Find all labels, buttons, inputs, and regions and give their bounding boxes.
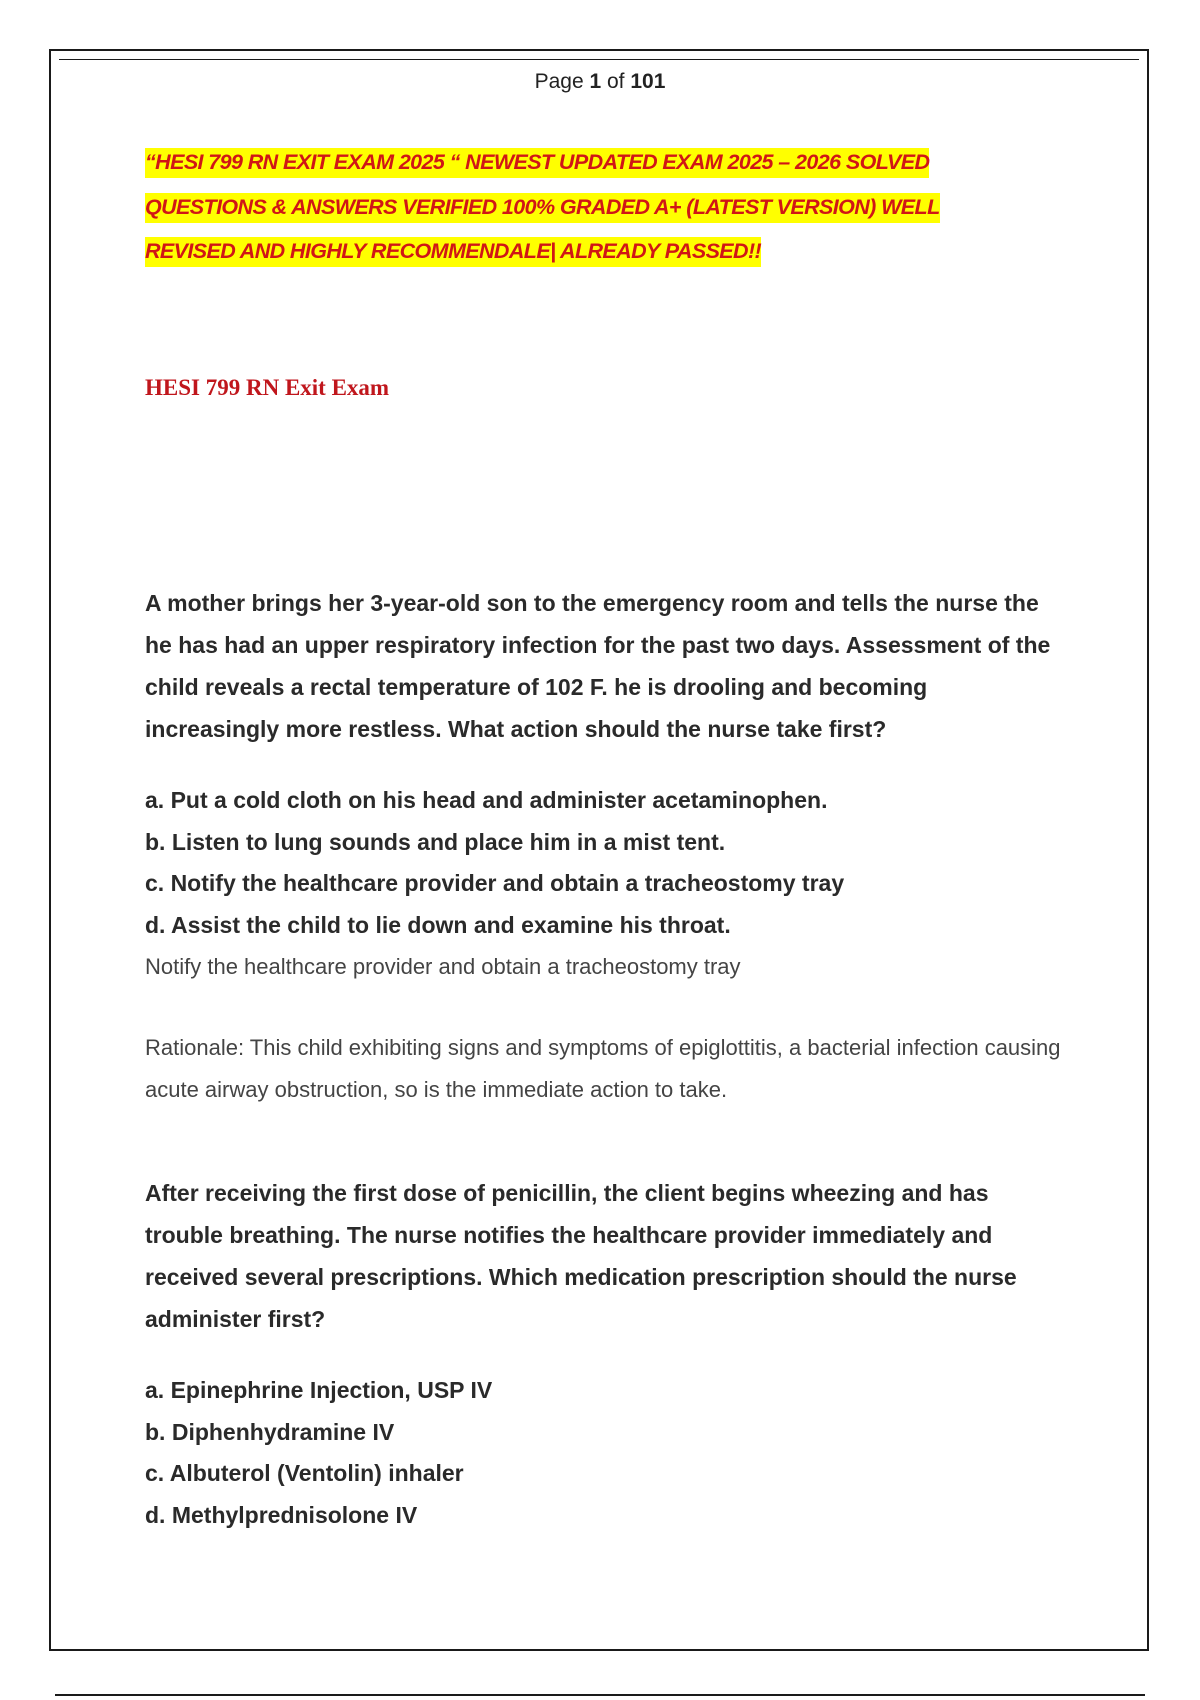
question-block-2 [145,1172,1065,1536]
option-b: b. Diphenhydramine IV [145,1418,395,1445]
question-text: After receiving the first dose of penicillin, the client begins wheezing and has trouble breathing. The nurse notifies the healthcare provider immediately and received several prescriptions. Which medication prescription should the nurse administer first? [145,1180,1017,1332]
next-page-rule [55,1694,1145,1696]
banner-line-2: QUESTIONS & ANSWERS VERIFIED 100% GRADED A+ (LATEST VERSION) WELL [145,193,940,223]
option-b: b. Listen to lung sounds and place him in a mist tent. [145,828,726,855]
option-a: a. Epinephrine Injection, USP IV [145,1377,493,1403]
page-of-label: of [607,70,625,93]
banner-line-1: “HESI 799 RN EXIT EXAM 2025 “ NEWEST UPDATED EXAM 2025 – 2026 SOLVED [145,148,929,178]
title-banner [145,140,1065,274]
answer-text: Notify the healthcare provider and obtain a tracheostomy tray [145,954,741,979]
option-d: d. Assist the child to lie down and examine his throat. [145,911,731,938]
exam-heading: HESI 799 RN Exit Exam [145,375,390,400]
rationale-text: Rationale: This child exhibiting signs and symptoms of epiglottitis, a bacterial infection causing acute airway obstruction, so is the immediate action to take. [145,1035,1061,1102]
frame-top-rule [59,59,1139,60]
question-block-1 [145,582,1065,1111]
option-list [145,780,1065,946]
banner-line-3: REVISED AND HIGHLY RECOMMENDALE| ALREADY PASSED!! [145,237,761,267]
page-total: 101 [630,70,666,93]
option-list [145,1370,1065,1536]
question-text: A mother brings her 3-year-old son to the emergency room and tells the nurse the he has had an upper respiratory infection for the past two days. Assessment of the child reveals a rectal temperature of 102 F. he is drooling and becoming increasingly more restless. What action should the nurse take first? [145,590,1051,742]
option-c: c. Notify the healthcare provider and obtain a tracheostomy tray [145,870,845,896]
option-c: c. Albuterol (Ventolin) inhaler [145,1460,464,1486]
option-a: a. Put a cold cloth on his head and administer acetaminophen. [145,787,828,813]
page-number [0,70,1200,94]
page-current: 1 [589,70,602,93]
option-d: d. Methylprednisolone IV [145,1501,418,1528]
page-label: Page [534,70,584,93]
